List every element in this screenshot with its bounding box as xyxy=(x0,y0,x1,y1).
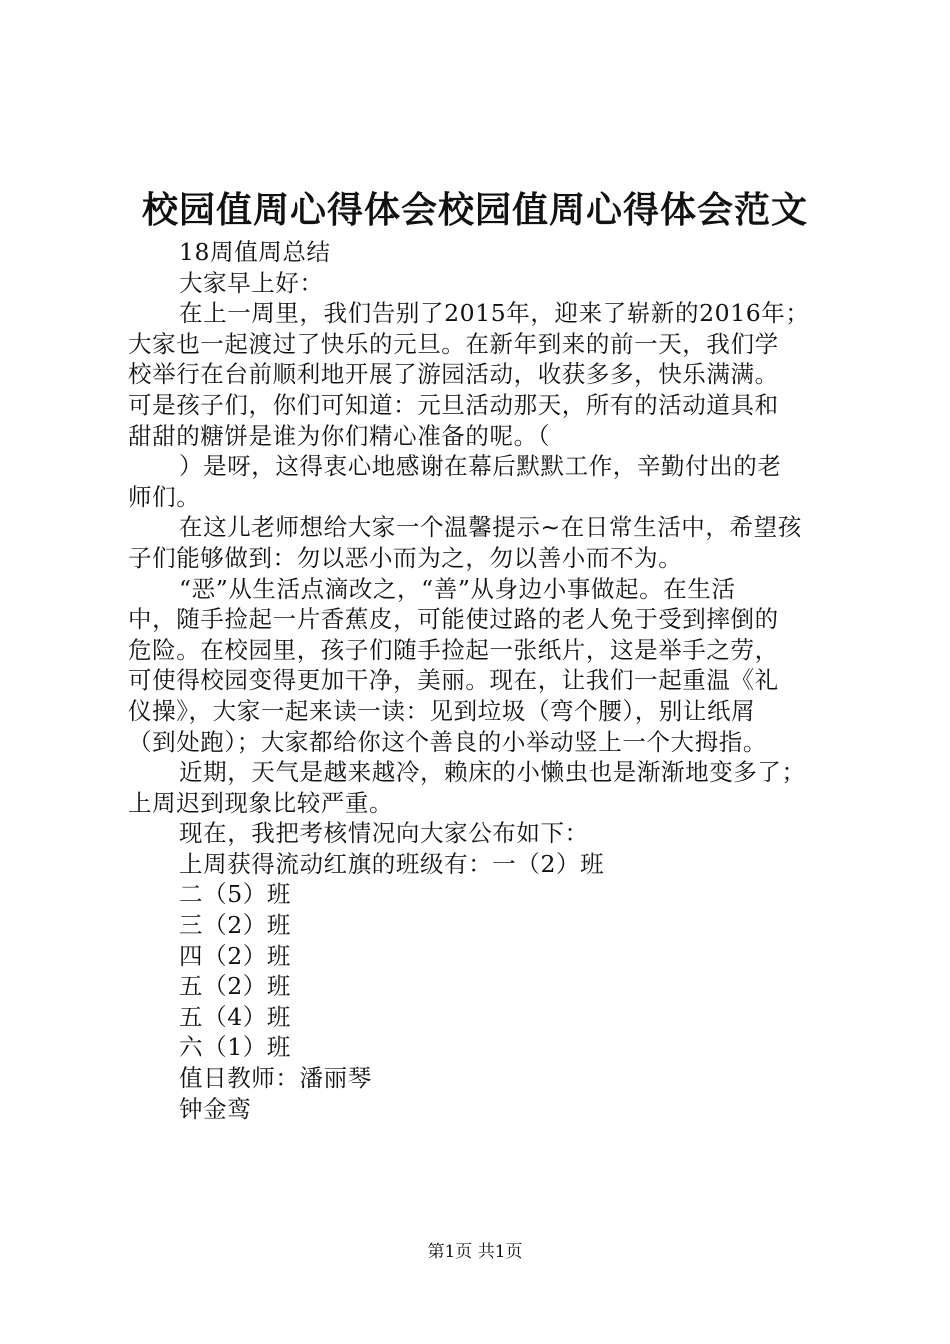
text-line: 三（2）班 xyxy=(179,911,291,940)
text-line: 大家早上好： xyxy=(179,268,324,297)
text-line: 师们。 xyxy=(128,482,201,511)
text-line: “恶”从生活点滴改之，“善”从身边小事做起。在生活 xyxy=(179,574,736,603)
text-line: 钟金鸾 xyxy=(179,1094,252,1123)
text-line: 上周迟到现象比较严重。 xyxy=(128,788,394,817)
text-line: 上周获得流动红旗的班级有：一（2）班 xyxy=(179,849,605,878)
document-body xyxy=(128,237,833,1124)
text-line: 在这儿老师想给大家一个温馨提示~在日常生活中，希望孩 xyxy=(179,513,802,542)
text-line: 在上一周里，我们告别了2015年，迎来了崭新的2016年； xyxy=(179,299,810,328)
text-line: 可是孩子们，你们可知道：元旦活动那天，所有的活动道具和 xyxy=(128,390,779,419)
text-line: 近期，天气是越来越冷，赖床的小懒虫也是渐渐地变多了； xyxy=(179,758,806,787)
text-line: 甜甜的糖饼是谁为你们精心准备的呢。（ xyxy=(128,421,551,450)
text-line: 18周值周总结 xyxy=(179,238,331,266)
page-number-footer: 第1页 共1页 xyxy=(427,1242,523,1262)
text-line: 六（1）班 xyxy=(179,1033,291,1062)
text-line: （到处跑）；大家都给你这个善良的小举动竖上一个大拇指。 xyxy=(128,727,767,756)
text-line: ）是呀，这得衷心地感谢在幕后默默工作，辛勤付出的老 xyxy=(179,452,782,481)
document-title: 校园值周心得体会校园值周心得体会范文 xyxy=(141,189,808,231)
text-line: 二（5）班 xyxy=(179,880,291,909)
text-line: 子们能够做到：勿以恶小而为之，勿以善小而不为。 xyxy=(128,543,683,572)
text-line: 中，随手捡起一片香蕉皮，可能使过路的老人免于受到摔倒的 xyxy=(128,605,779,634)
text-line: 大家也一起渡过了快乐的元旦。在新年到来的前一天，我们学 xyxy=(128,329,779,358)
text-line: 五（2）班 xyxy=(179,972,291,1001)
text-line: 校举行在台前顺利地开展了游园活动，收获多多，快乐满满。 xyxy=(128,360,779,389)
text-line: 四（2）班 xyxy=(179,941,291,970)
text-line: 值日教师：潘丽琴 xyxy=(179,1064,372,1093)
text-line: 现在，我把考核情况向大家公布如下： xyxy=(179,819,589,848)
text-line: 仪操》，大家一起来读一读：见到垃圾（弯个腰），别让纸屑 xyxy=(128,696,756,725)
text-line: 五（4）班 xyxy=(179,1002,291,1031)
text-line: 可使得校园变得更加干净，美丽。现在，让我们一起重温《礼 xyxy=(128,666,779,695)
text-line: 危险。在校园里，孩子们随手捡起一张纸片，这是举手之劳， xyxy=(128,635,779,664)
